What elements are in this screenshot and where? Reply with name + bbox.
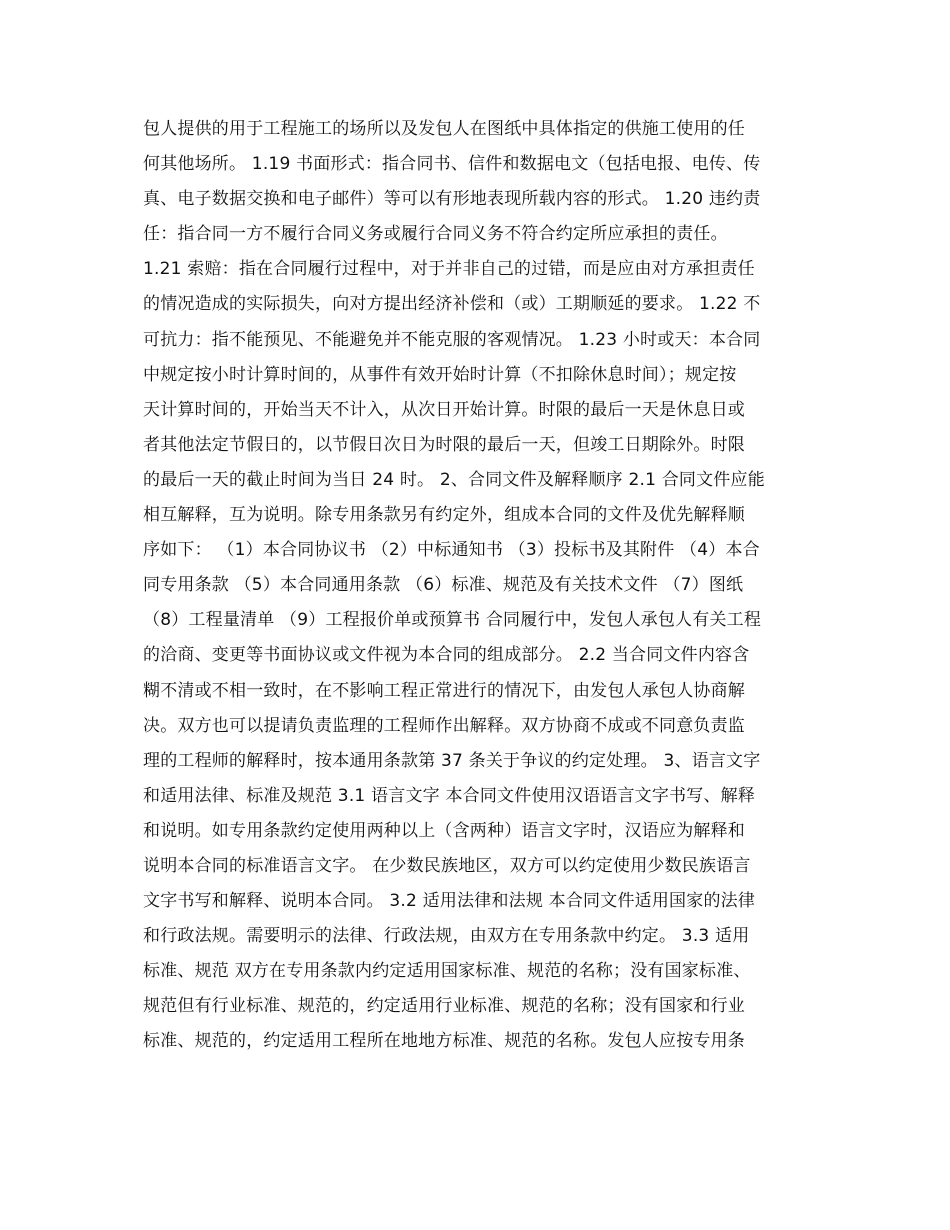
text-line: 的洽商、变更等书面协议或文件视为本合同的组成部分。 2.2 当合同文件内容含 — [143, 645, 750, 666]
text-line: 天计算时间的，开始当天不计入，从次日开始计算。时限的最后一天是休息日或 — [143, 399, 745, 420]
text-line: 糊不清或不相一致时，在不影响工程正常进行的情况下，由发包人承包人协商解 — [143, 680, 745, 701]
text-line: 真、电子数据交换和电子邮件）等可以有形地表现所载内容的形式。 1.20 违约责 — [143, 189, 761, 210]
text-line: 标准、规范 双方在专用条款内约定适用国家标准、规范的名称；没有国家标准、 — [143, 961, 751, 982]
text-line: 相互解释，互为说明。除专用条款另有约定外，组成本合同的文件及优先解释顺 — [143, 505, 745, 526]
text-line: 可抗力：指不能预见、不能避免并不能克服的客观情况。 1.23 小时或天：本合同 — [143, 329, 761, 350]
text-line: 和说明。如专用条款约定使用两种以上（含两种）语言文字时，汉语应为解释和 — [143, 820, 745, 841]
text-line: 和适用法律、标准及规范 3.1 语言文字 本合同文件使用汉语语言文字书写、解释 — [143, 785, 756, 806]
text-line: 何其他场所。 1.19 书面形式：指合同书、信件和数据电文（包括电报、电传、传 — [143, 154, 761, 175]
text-line: 序如下： （1）本合同协议书 （2）中标通知书 （3）投标书及其附件 （4）本合 — [143, 540, 760, 561]
text-line: 的最后一天的截止时间为当日 24 时。 2、合同文件及解释顺序 2.1 合同文件应能 — [143, 469, 765, 490]
text-line: 决。双方也可以提请负责监理的工程师作出解释。双方协商不成或不同意负责监 — [143, 715, 745, 736]
text-line: 的情况造成的实际损失，向对方提出经济补偿和（或）工期顺延的要求。 1.22 不 — [143, 294, 761, 315]
text-line: 者其他法定节假日的，以节假日次日为时限的最后一天，但竣工日期除外。时限 — [143, 434, 745, 455]
text-line: 和行政法规。需要明示的法律、行政法规，由双方在专用条款中约定。 3.3 适用 — [143, 926, 750, 947]
text-line: 任：指合同一方不履行合同义务或履行合同义务不符合约定所应承担的责任。 — [143, 224, 728, 245]
text-line: 同专用条款 （5）本合同通用条款 （6）标准、规范及有关技术文件 （7）图纸 — [143, 575, 744, 596]
text-line: （8）工程量清单 （9）工程报价单或预算书 合同履行中，发包人承包人有关工程 — [143, 610, 762, 631]
text-line: 规范但有行业标准、规范的，约定适用行业标准、规范的名称；没有国家和行业 — [143, 996, 745, 1017]
body-text — [143, 112, 808, 1060]
text-line: 文字书写和解释、说明本合同。 3.2 适用法律和法规 本合同文件适用国家的法律 — [143, 891, 756, 912]
text-line: 中规定按小时计算时间的，从事件有效开始时计算（不扣除休息时间）；规定按 — [143, 364, 737, 385]
text-line: 1.21 索赔：指在合同履行过程中，对于并非自己的过错，而是应由对方承担责任 — [143, 259, 755, 280]
text-line: 标准、规范的，约定适用工程所在地地方标准、规范的名称。发包人应按专用条 — [143, 1031, 745, 1052]
text-line: 说明本合同的标准语言文字。 在少数民族地区，双方可以约定使用少数民族语言 — [143, 855, 751, 876]
text-line: 包人提供的用于工程施工的场所以及发包人在图纸中具体指定的供施工使用的任 — [143, 119, 745, 139]
text-line: 理的工程师的解释时，按本通用条款第 37 条关于争议的约定处理。 3、语言文字 — [143, 750, 761, 771]
